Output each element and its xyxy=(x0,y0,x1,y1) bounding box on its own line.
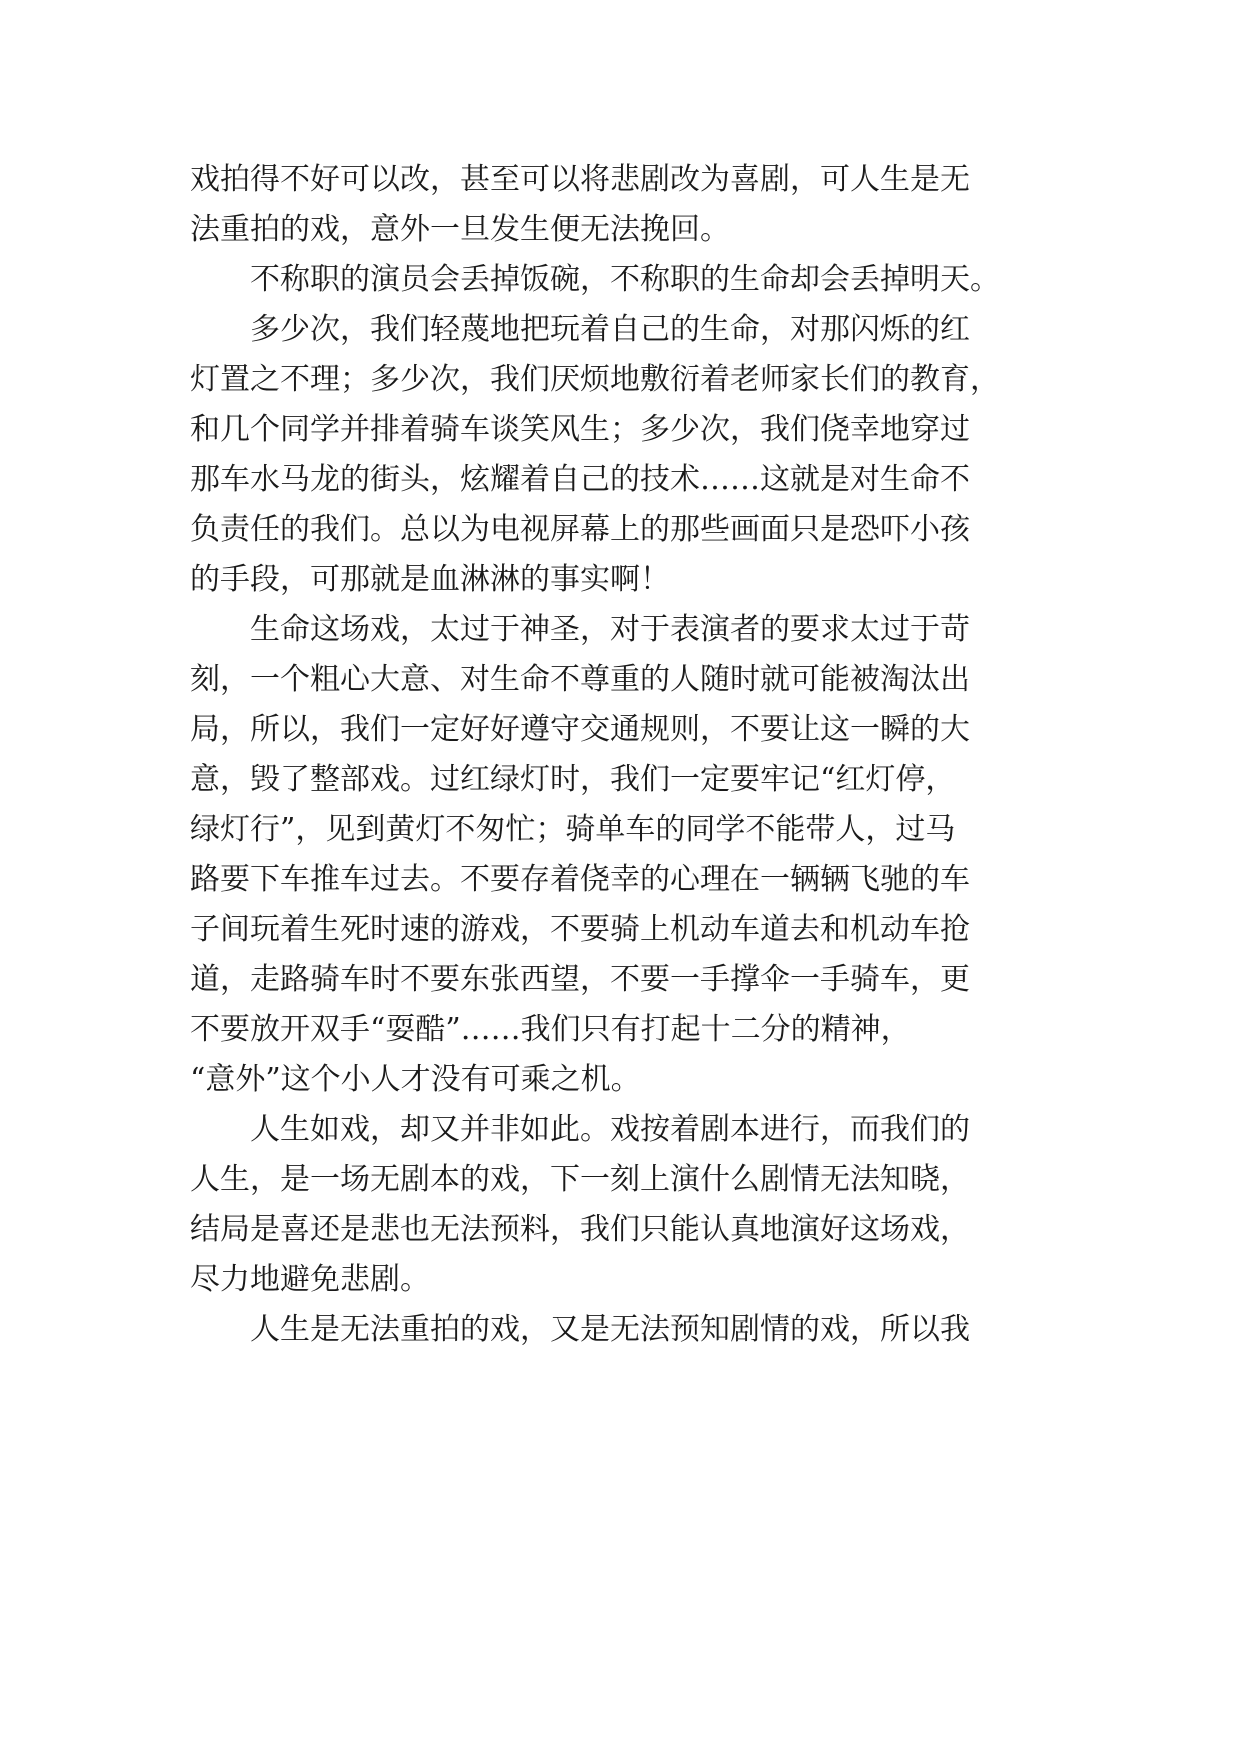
text-line: “意外”这个小人才没有可乘之机。 xyxy=(190,1062,641,1097)
text-line: 和几个同学并排着骑车谈笑风生；多少次，我们侥幸地穿过 xyxy=(190,412,970,447)
text-line: 路要下车推车过去。不要存着侥幸的心理在一辆辆飞驰的车 xyxy=(190,862,970,897)
text-line: 负责任的我们。总以为电视屏幕上的那些画面只是恐吓小孩 xyxy=(190,512,970,547)
text-line: 不要放开双手“耍酷”……我们只有打起十二分的精神， xyxy=(190,1012,911,1047)
text-line: 法重拍的戏，意外一旦发生便无法挽回。 xyxy=(190,212,730,247)
text-line: 人生，是一场无剧本的戏，下一刻上演什么剧情无法知晓， xyxy=(190,1162,970,1197)
text-line: 局，所以，我们一定好好遵守交通规则，不要让这一瞬的大 xyxy=(190,712,970,747)
text-line: 道，走路骑车时不要东张西望，不要一手撑伞一手骑车，更 xyxy=(190,962,970,997)
text-line: 子间玩着生死时速的游戏，不要骑上机动车道去和机动车抢 xyxy=(190,912,970,947)
text-line: 意，毁了整部戏。过红绿灯时，我们一定要牢记“红灯停， xyxy=(190,762,956,797)
text-line: 灯置之不理；多少次，我们厌烦地敷衍着老师家长们的教育， xyxy=(190,362,1000,397)
text-line: 人生是无法重拍的戏，又是无法预知剧情的戏，所以我 xyxy=(190,1312,970,1347)
text-line: 不称职的演员会丢掉饭碗，不称职的生命却会丢掉明天。 xyxy=(190,262,1000,297)
text-line: 的手段，可那就是血淋淋的事实啊！ xyxy=(190,562,670,597)
text-line: 结局是喜还是悲也无法预料，我们只能认真地演好这场戏， xyxy=(190,1212,970,1247)
text-line: 尽力地避免悲剧。 xyxy=(190,1262,430,1297)
text-line: 刻，一个粗心大意、对生命不尊重的人随时就可能被淘汰出 xyxy=(190,662,970,697)
text-line: 那车水马龙的街头，炫耀着自己的技术……这就是对生命不 xyxy=(190,462,970,497)
text-line: 人生如戏，却又并非如此。戏按着剧本进行，而我们的 xyxy=(190,1112,970,1147)
text-line: 生命这场戏，太过于神圣，对于表演者的要求太过于苛 xyxy=(190,612,970,647)
text-line: 戏拍得不好可以改，甚至可以将悲剧改为喜剧，可人生是无 xyxy=(190,162,970,197)
text-line: 多少次，我们轻蔑地把玩着自己的生命，对那闪烁的红 xyxy=(190,312,970,347)
text-line: 绿灯行”，见到黄灯不匆忙；骑单车的同学不能带人，过马 xyxy=(190,812,956,847)
